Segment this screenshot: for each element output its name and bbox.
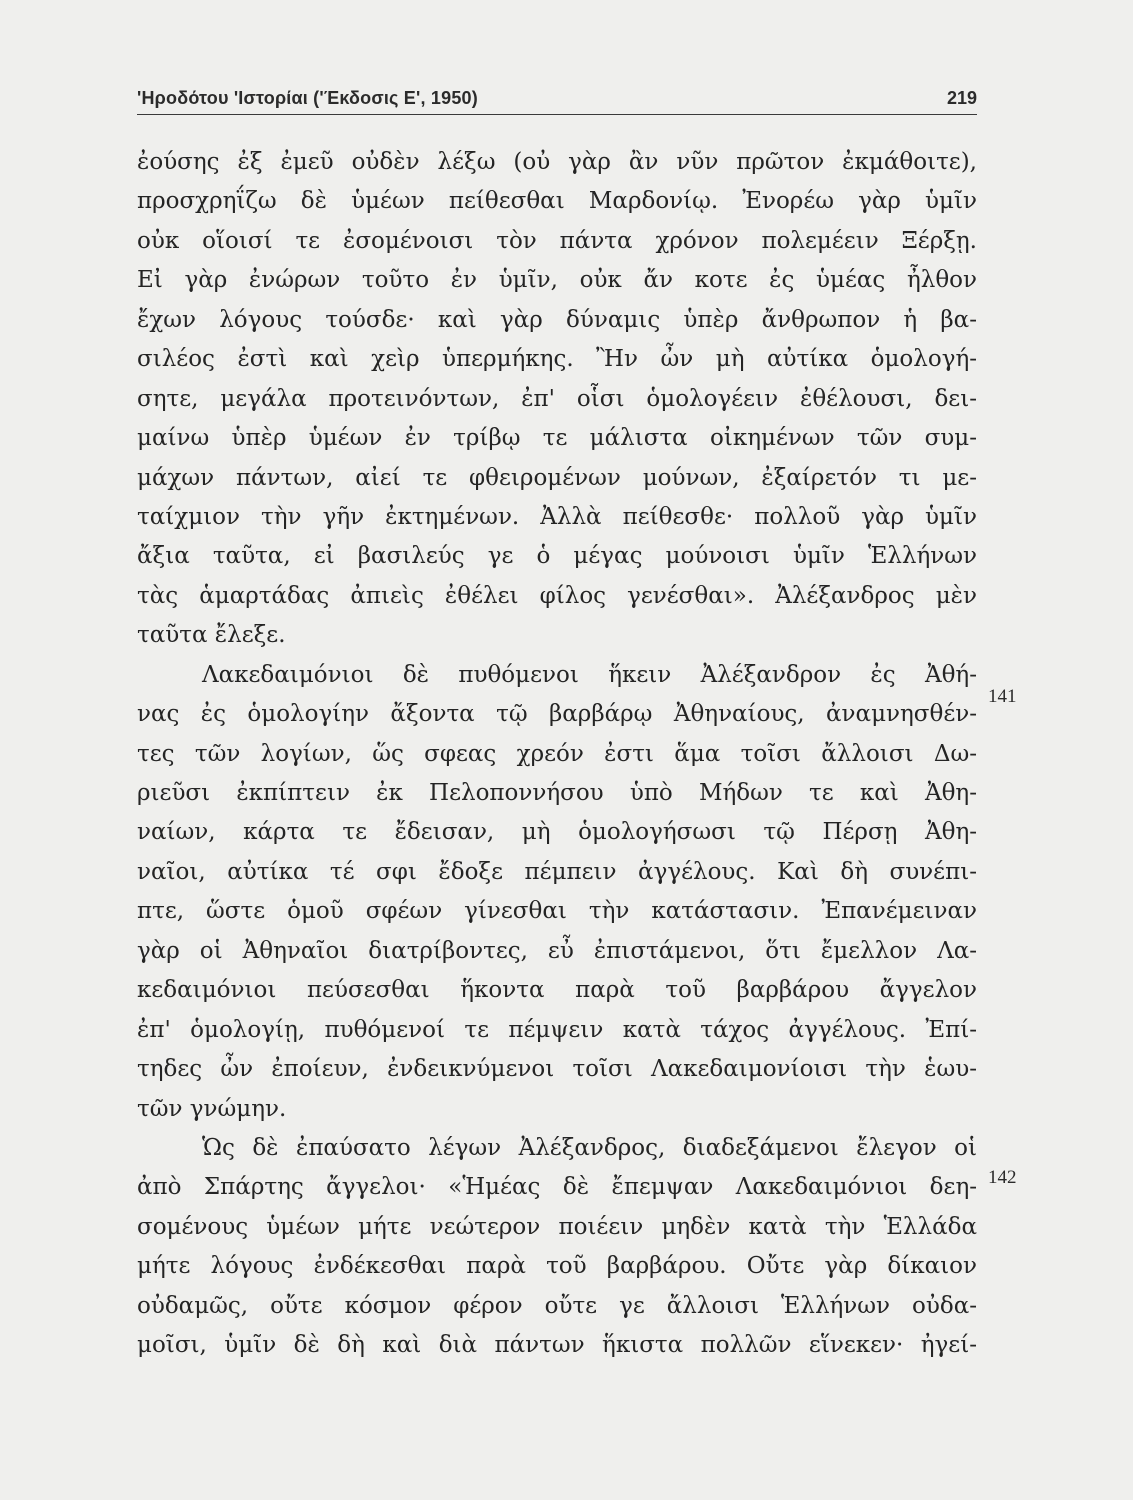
text-line: ἐπ' ὁμολογίῃ, πυθόμενοί τε πέμψειν κατὰ τάχος ἀγγέλους. Ἐπί- bbox=[137, 1016, 977, 1043]
text-line: οὐδαμῶς, οὔτε κόσμον φέρον οὔτε γε ἄλλοισι Ἑλλήνων οὐδα- bbox=[137, 1292, 977, 1319]
text-line: τες τῶν λογίων, ὥς σφεας χρεόν ἐστι ἅμα τοῖσι ἄλλοισι Δω- bbox=[137, 740, 977, 767]
running-header bbox=[137, 88, 977, 115]
text-line: προσχρηΐζω δὲ ὑμέων πείθεσθαι Μαρδονίῳ. Ἐνορέω γὰρ ὑμῖν bbox=[137, 188, 977, 215]
text-line: μάχων πάντων, αἰεί τε φθειρομένων μούνων, ἐξαίρετόν τι με- bbox=[137, 464, 977, 491]
text-line: κεδαιμόνιοι πεύσεσθαι ἥκοντα παρὰ τοῦ βαρβάρου ἄγγελον bbox=[137, 977, 977, 1004]
text-line: ἄξια ταῦτα, εἰ βασιλεύς γε ὁ μέγας μούνοισι ὑμῖν Ἑλλήνων bbox=[137, 543, 977, 570]
text-line: ταῦτα ἔλεξε. bbox=[137, 622, 286, 649]
text-line: τηδες ὦν ἐποίευν, ἐνδεικνύμενοι τοῖσι Λακεδαιμονίοισι τὴν ἑωυ- bbox=[137, 1056, 977, 1083]
text-line: σητε, μεγάλα προτεινόντων, ἐπ' οἷσι ὁμολογέειν ἐθέλουσι, δει- bbox=[137, 385, 977, 412]
text-line: σιλέος ἐστὶ καὶ χεὶρ ὑπερμήκης. Ἢν ὦν μὴ αὐτίκα ὁμολογή- bbox=[137, 346, 977, 373]
text-line: τὰς ἁμαρτάδας ἀπιεὶς ἐθέλει φίλος γενέσθαι». Ἀλέξανδρος μὲν bbox=[137, 582, 977, 609]
text-line: Εἰ γὰρ ἐνώρων τοῦτο ἐν ὑμῖν, οὐκ ἄν κοτε ἐς ὑμέας ἦλθον bbox=[137, 267, 977, 294]
text-line: οὐκ οἵοισί τε ἐσομένοισι τὸν πάντα χρόνον πολεμέειν Ξέρξῃ. bbox=[137, 227, 977, 254]
paragraph-start-line: Ὡς δὲ ἐπαύσατο λέγων Ἀλέξανδρος, διαδεξάμενοι ἔλεγον οἱ bbox=[202, 1134, 977, 1161]
section-number-142: 142 bbox=[988, 1167, 1017, 1188]
running-title: 'Ηροδότου 'Ιστορίαι ('Έκδοσις Ε', 1950) bbox=[137, 88, 478, 108]
text-line: μήτε λόγους ἐνδέκεσθαι παρὰ τοῦ βαρβάρου. Οὔτε γὰρ δίκαιον bbox=[137, 1253, 977, 1280]
text-line: ναίων, κάρτα τε ἔδεισαν, μὴ ὁμολογήσωσι τῷ Πέρσῃ Ἀθη- bbox=[137, 819, 977, 846]
paragraph-start-line: Λακεδαιμόνιοι δὲ πυθόμενοι ἥκειν Ἀλέξανδρον ἐς Ἀθή- bbox=[202, 661, 977, 688]
text-line: ἔχων λόγους τούσδε· καὶ γὰρ δύναμις ὑπὲρ ἄνθρωπον ἡ βα- bbox=[137, 306, 977, 333]
body-text bbox=[137, 143, 977, 1366]
text-line: τῶν γνώμην. bbox=[137, 1095, 287, 1122]
text-line: ἀπὸ Σπάρτης ἄγγελοι· «Ἡμέας δὲ ἔπεμψαν Λακεδαιμόνιοι δεη- bbox=[137, 1174, 977, 1201]
text-line: ριεῦσι ἐκπίπτειν ἐκ Πελοποννήσου ὑπὸ Μήδων τε καὶ Ἀθη- bbox=[137, 780, 977, 806]
text-line: ταίχμιον τὴν γῆν ἐκτημένων. Ἀλλὰ πείθεσθε· πολλοῦ γὰρ ὑμῖν bbox=[137, 503, 977, 530]
text-line: ναῖοι, αὐτίκα τέ σφι ἔδοξε πέμπειν ἀγγέλους. Καὶ δὴ συνέπι- bbox=[137, 858, 977, 885]
text-line: σομένους ὑμέων μήτε νεώτερον ποιέειν μηδὲν κατὰ τὴν Ἑλλάδα bbox=[137, 1213, 977, 1240]
text-line: μοῖσι, ὑμῖν δὲ δὴ καὶ διὰ πάντων ἥκιστα πολλῶν εἵνεκεν· ἠγεί- bbox=[137, 1332, 977, 1359]
text-line: γὰρ οἱ Ἀθηναῖοι διατρίβοντες, εὖ ἐπιστάμενοι, ὅτι ἔμελλον Λα- bbox=[137, 937, 977, 964]
page-number: 219 bbox=[946, 88, 977, 108]
text-line: μαίνω ὑπὲρ ὑμέων ἐν τρίβῳ τε μάλιστα οἰκημένων τῶν συμ- bbox=[137, 425, 977, 452]
section-number-141: 141 bbox=[988, 686, 1017, 707]
text-line: νας ἐς ὁμολογίην ἄξοντα τῷ βαρβάρῳ Ἀθηναίους, ἀναμνησθέν- bbox=[137, 701, 977, 728]
text-line: ἐούσης ἐξ ἐμεῦ οὐδὲν λέξω (οὐ γὰρ ἂν νῦν πρῶτον ἐκμάθοιτε), bbox=[137, 149, 977, 175]
text-line: πτε, ὥστε ὁμοῦ σφέων γίνεσθαι τὴν κατάστασιν. Ἐπανέμειναν bbox=[137, 898, 977, 925]
